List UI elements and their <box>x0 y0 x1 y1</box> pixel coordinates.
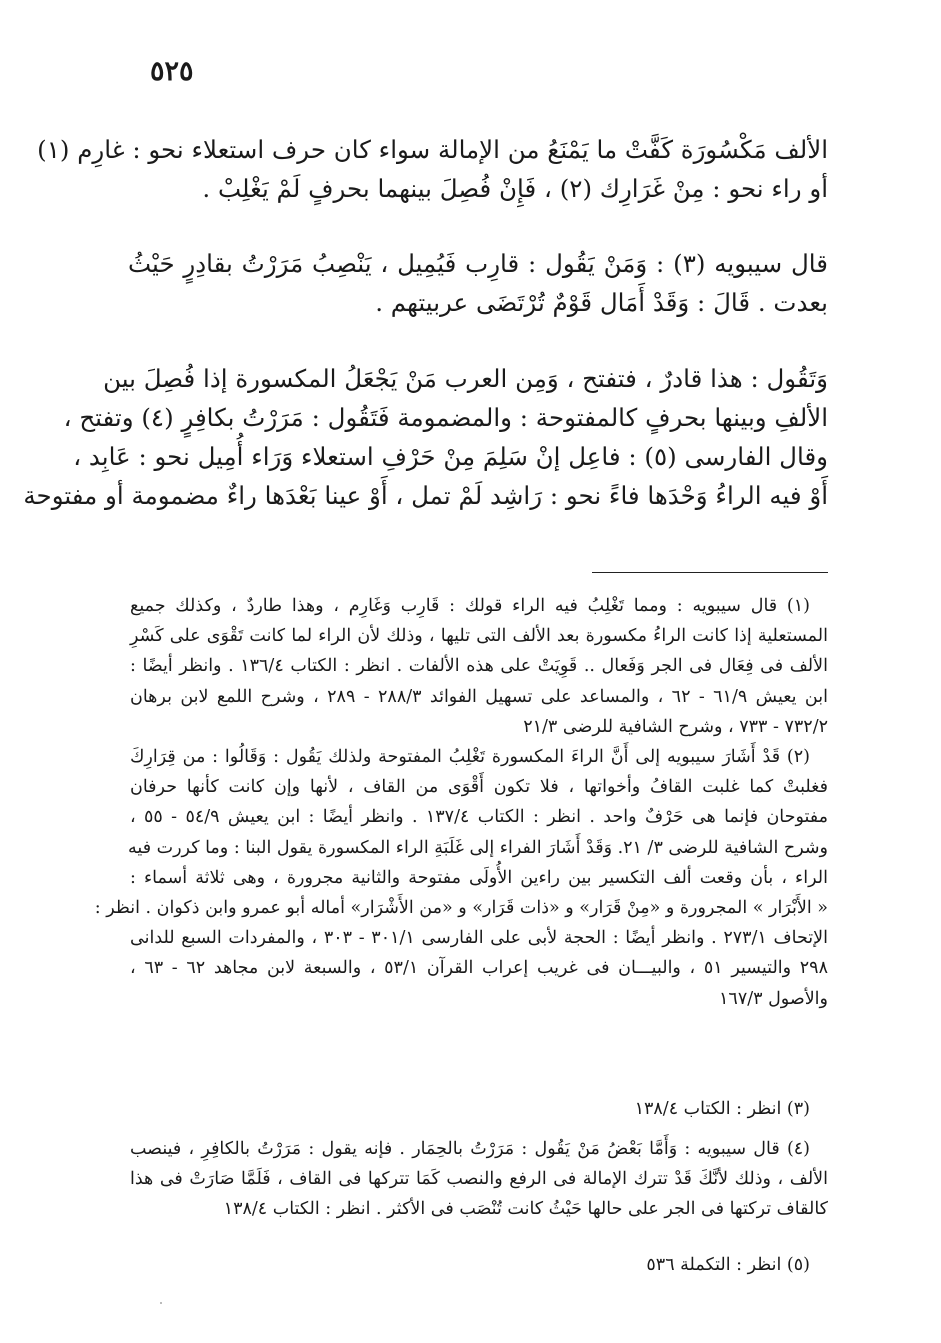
footnote-line: الراء ، بأن وقعت ألف التكسير بين راءين الأُولَى مفتوحة والثانية مجرورة ، وهى ثلاثة أسماء : <box>130 867 828 888</box>
footnote-line: (٣) انظر : الكتاب ١٣٨/٤ <box>634 1099 810 1119</box>
footnote-line: (٥) انظر : التكملة ٥٣٦ <box>646 1255 810 1275</box>
footnote-line: « الأَبْرَار » المجرورة و «مِنْ قَرَار» و «ذات قَرَار» و «من الأَشْرَار» أماله أبو عمرو وابن ذكوان . انظر : <box>94 898 828 919</box>
footnote-line: (١) قال سيبويه : ومما تَغْلِبُ فيه الراء قولك : قَارِب وَغَارِم ، وهذا طاردٌ ، وكذلك جميع <box>130 596 810 616</box>
body-line: الألف مَكْسُورَة كَفَّتْ ما يَمْنَعُ من الإمالة سواء كان حرف استعلاء نحو : غارِم (١) <box>37 135 828 164</box>
footnote-4 <box>130 1134 828 1225</box>
footnote-2 <box>94 742 828 1014</box>
footnote-line: ٧٣٢/٢ - ٧٣٣ ، وشرح الشافية للرضى ٢١/٣ <box>523 716 828 737</box>
footnote-line: المستعلية إذا كانت الراءُ مكسورة بعد الألف التى تليها ، وذلك لأن الراء لما كانت تَقْوَى على كَسْرِ <box>130 626 828 647</box>
footnote-line: ٢٩٨ والتيسير ٥١ ، والبيـــان فى غريب إعراب القرآن ٥٣/١ ، والسبعة لابن مجاهد ٦٢ - ٦٣ ، <box>130 958 828 979</box>
footnote-line: (٢) قَدْ أَشَارَ سيبويه إلى أَنَّ الراءَ المكسورة تَغْلِبُ المفتوحة ولذلك يَقُول : وَقَالُوا : من قِرَارِكَ <box>130 747 810 767</box>
footnote-1 <box>130 591 828 742</box>
body-line: قال سيبويه (٣) : وَمَنْ يَقُول : قارِب فَيُمِيل ، يَنْصِبُ مَرَرْتُ بقادِرٍ حَيْثُ <box>128 249 828 278</box>
footnote-separator <box>592 572 828 573</box>
footnote-line: الألف فى فِعَال فى الجر وَفَعال .. قَوِيَتْ على هذه الألفات . انظر : الكتاب ١٣٦/٤ . وانظر أيضًا : <box>130 656 828 677</box>
footnote-line: والأصول ١٦٧/٣ <box>719 988 828 1009</box>
body-paragraph-2 <box>128 244 828 322</box>
body-line: بعدت . قَالَ : وَقَدْ أَمَال قَوْمٌ تُرْتَضَى عربيتهم . <box>375 288 828 317</box>
body-paragraph-3 <box>23 359 828 515</box>
footnote-line: ابن يعيش ٦١/٩ - ٦٢ ، والمساعد على تسهيل الفوائد ٢٨٨/٣ - ٢٨٩ ، وشرح اللمع لابن برهان <box>130 686 828 707</box>
footnote-5 <box>130 1250 828 1280</box>
body-line: وَتَقُول : هذا قادرٌ ، فتفتح ، وَمِن العرب مَنْ يَجْعَلُ المكسورة إذا فُصِلَ بين <box>103 364 828 393</box>
scan-speck <box>160 1302 162 1304</box>
body-paragraph-1 <box>37 130 828 208</box>
footnote-line: وشرح الشافية للرضى ٣/ ٢١. وَقَدْ أَشَارَ الفراء إلى غَلَبَةِ الراء المكسورة يقول البنا : وما كررت فيه <box>128 837 828 858</box>
body-line: الألفِ وبينها بحرفٍ كالمفتوحة : والمضمومة فَتَقُول : مَرَرْتُ بكافِرٍ (٤) وتفتح ، <box>63 403 828 432</box>
footnote-line: الألف ، وذلك لأنَّكَ قَدْ تترك الإمالة فى الرفع والنصب كَمَا تتركها فى القاف ، فَلَمَّا صَارَتْ فى هذا <box>130 1169 828 1190</box>
page-number: ٥٢٥ <box>150 56 194 87</box>
footnote-line: (٤) قال سيبويه : وَأَمَّا بَعْضُ مَنْ يَقُول : مَرَرْتُ بالحِمَار . فإنه يقول : مَرَرْتُ بالكافِرِ ، فينصب <box>130 1139 810 1159</box>
footnote-3 <box>130 1094 828 1124</box>
body-line: أَوْ فيه الراءُ وَحْدَها فاءً نحو : رَاشِد لَمْ تمل ، أَوْ عينا بَعْدَها راءٌ مضمومة أو مفتوحة <box>23 481 828 510</box>
footnote-line: مفتوحان فإنما هى حَرْفٌ واحد . انظر : الكتاب ١٣٧/٤ . وانظر أيضًا : ابن يعيش ٥٤/٩ - ٥٥ ، <box>130 807 828 828</box>
footnote-line: كالقاف تركتها فى الجر على حالها حَيْثُ كانت تُنْصَب فى الأكثر . انظر : الكتاب ١٣٨/٤ <box>223 1199 828 1220</box>
body-line: وقال الفارسى (٥) : فاعِل إنْ سَلِمَ مِنْ حَرْفِ استعلاء وَرَاء أُمِيل نحو : عَابِد ، <box>73 442 828 471</box>
body-line: أو راء نحو : مِنْ غَرَارِك (٢) ، فَإِنْ فُصِلَ بينهما بحرفٍ لَمْ يَغْلِبْ . <box>202 174 828 203</box>
footnote-line: فغلبتْ كما غلبت القافُ وأخواتها ، فلا تكون أَقْوَى من القاف ، لأنها وإن كانت كأنها حرفان <box>130 777 828 798</box>
footnote-line: الإتحاف ٢٧٣/١ . وانظر أيضًا : الحجة لأبى على الفارسى ٣٠١/١ - ٣٠٣ ، والمفردات السبع للدانى <box>130 928 828 949</box>
